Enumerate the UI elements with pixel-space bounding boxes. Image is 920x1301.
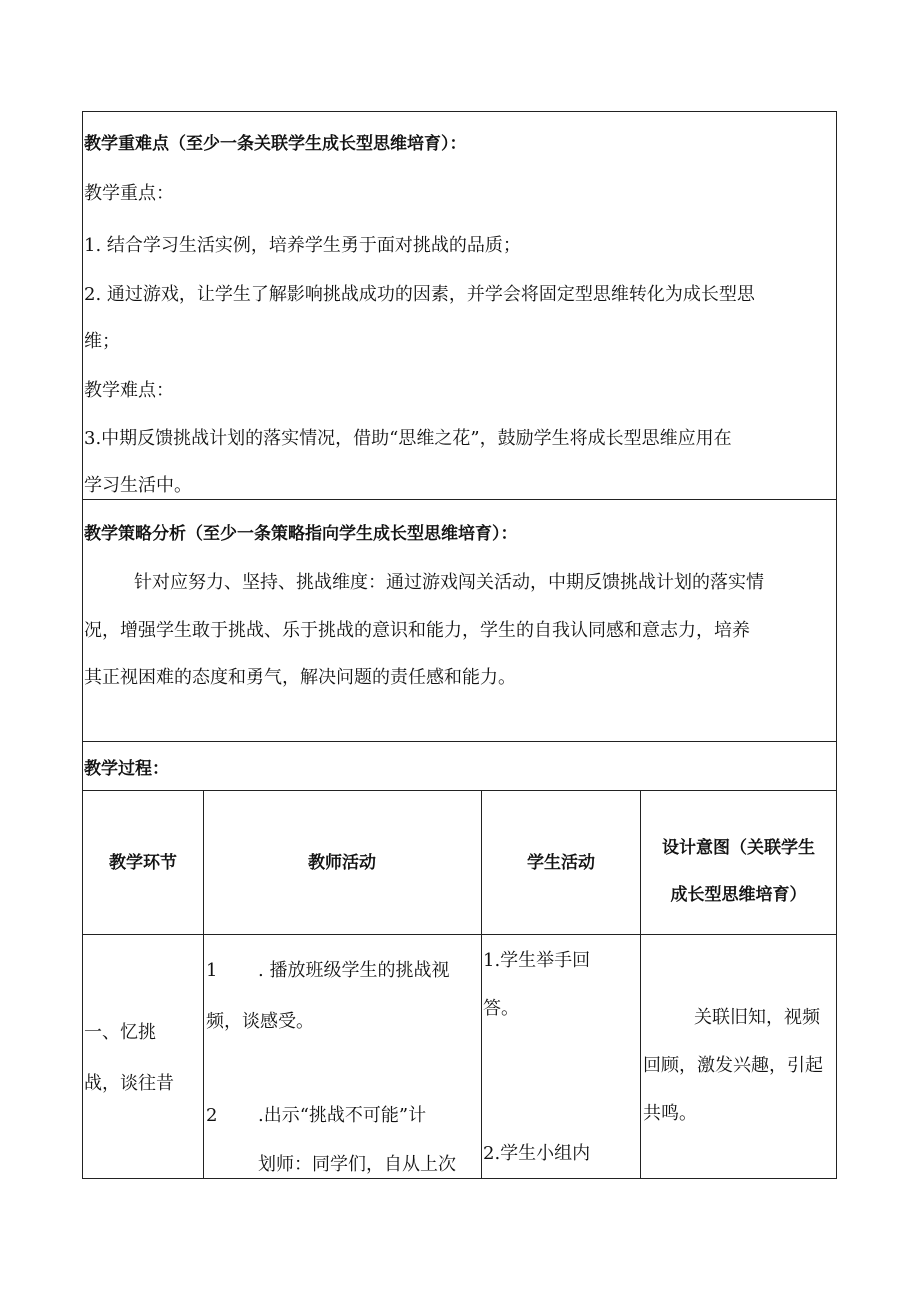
- row-1-intent-line-3: 共鸣。: [643, 1103, 697, 1124]
- row-1-student-1-line-2: 答。: [483, 998, 519, 1019]
- row-1-teacher-2-line-2: 划师：同学们，自从上次: [258, 1154, 456, 1175]
- key-points-heading: 教学重难点（至少一条关联学生成长型思维培育）：: [84, 134, 467, 154]
- focus-label: 教学重点：: [84, 183, 174, 204]
- row-1-intent-line-2: 回顾，激发兴趣，引起: [643, 1055, 823, 1076]
- row-1-stage-line-2: 战，谈往昔: [84, 1073, 174, 1094]
- col-divider-1: [203, 790, 204, 1178]
- strategy-line-1: 针对应努力、坚持、挑战维度：通过游戏闯关活动，中期反馈挑战计划的落实情: [134, 572, 764, 593]
- focus-item-1: 1. 结合学习生活实例，培养学生勇于面对挑战的品质；: [84, 235, 521, 256]
- col-divider-2: [481, 790, 482, 1178]
- strategy-heading: 教学策略分析（至少一条策略指向学生成长型思维培育）：: [84, 524, 518, 544]
- divider-row-1: [83, 934, 836, 935]
- row-1-student-2: 2.学生小组内: [483, 1143, 591, 1164]
- row-1-student-1-line-1: 1.学生举手回: [483, 950, 591, 971]
- col-header-teacher: 教师活动: [308, 853, 376, 873]
- focus-item-2-line-2: 维；: [84, 331, 120, 352]
- divider-process-header: [83, 790, 836, 791]
- row-1-teacher-2-number: 2: [206, 1105, 218, 1126]
- row-1-teacher-2-line-1: .出示“挑战不可能”计: [258, 1105, 427, 1126]
- row-1-stage-line-1: 一、忆挑: [84, 1022, 156, 1043]
- focus-item-2-line-1: 2. 通过游戏，让学生了解影响挑战成功的因素，并学会将固定型思维转化为成长型思: [84, 284, 755, 305]
- col-header-student: 学生活动: [527, 853, 595, 873]
- process-heading: 教学过程：: [84, 759, 169, 779]
- col-header-stage: 教学环节: [109, 853, 177, 873]
- strategy-line-2: 况，增强学生敢于挑战、乐于挑战的意识和能力，学生的自我认同感和意志力，培养: [84, 620, 750, 641]
- row-1-teacher-1-line-1: . 播放班级学生的挑战视: [258, 960, 450, 981]
- col-header-intent-line-1: 设计意图（关联学生: [662, 838, 815, 858]
- divider-process: [83, 741, 836, 742]
- row-1-teacher-1-number: 1: [206, 960, 218, 981]
- row-1-intent-line-1: 关联旧知，视频: [694, 1007, 820, 1028]
- strategy-line-3: 其正视困难的态度和勇气，解决问题的责任感和能力。: [84, 667, 516, 688]
- row-1-teacher-1-line-2: 频，谈感受。: [206, 1011, 314, 1032]
- difficulty-item-line-1: 3.中期反馈挑战计划的落实情况，借助“思维之花”，鼓励学生将成长型思维应用在: [84, 428, 732, 449]
- col-header-intent-line-2: 成长型思维培育）: [670, 885, 807, 905]
- divider-strategy: [83, 499, 836, 500]
- difficulty-item-line-2: 学习生活中。: [84, 475, 192, 496]
- difficulty-label: 教学难点：: [84, 380, 174, 401]
